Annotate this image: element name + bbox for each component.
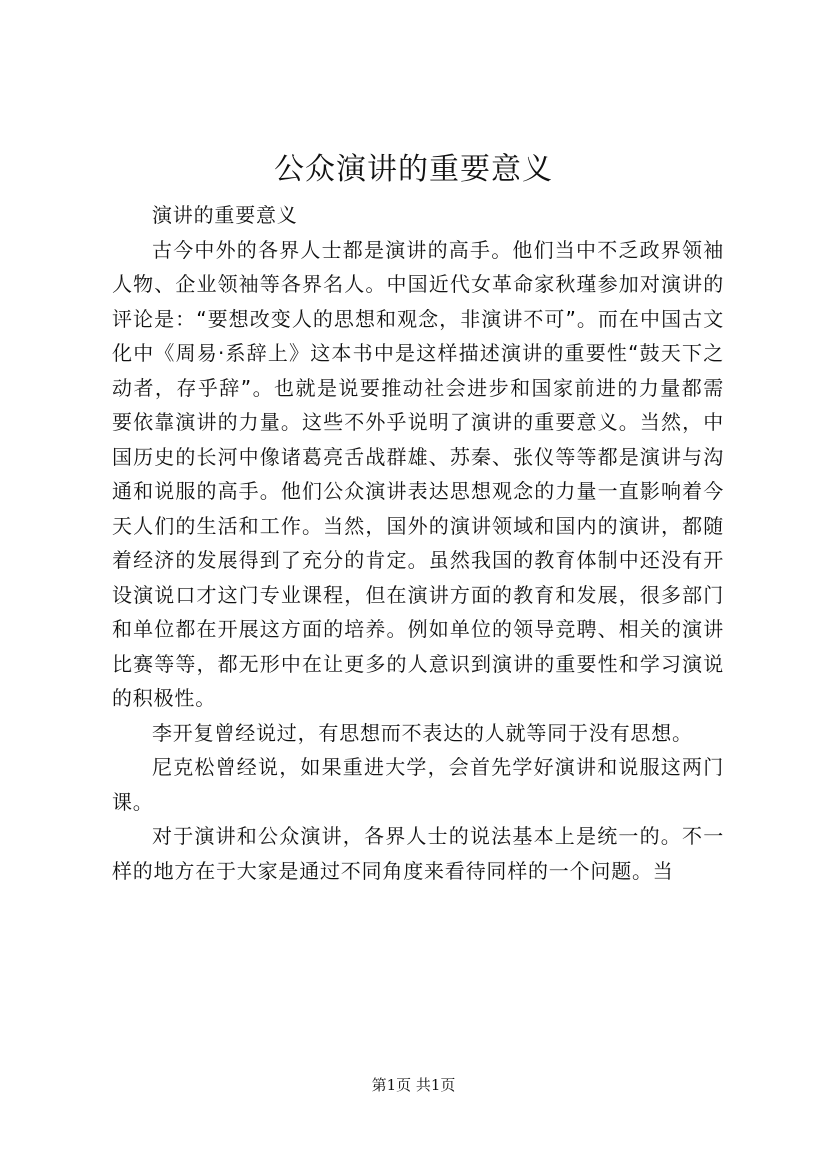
document-body xyxy=(112,198,724,888)
paragraph-conclusion: 对于演讲和公众演讲，各界人士的说法基本上是统一的。不一样的地方在于大家是通过不同角度来看待同样的一个问题。当 xyxy=(112,824,724,883)
document-title: 公众演讲的重要意义 xyxy=(274,152,553,187)
paragraph-quote-kaifu: 李开复曾经说过，有思想而不表达的人就等同于没有思想。 xyxy=(152,720,693,745)
paragraph-quote-nixon: 尼克松曾经说，如果重进大学，会首先学好演讲和说服这两门课。 xyxy=(112,755,724,814)
page-footer: 第1页 共1页 xyxy=(371,1076,456,1094)
paragraph-subtitle: 演讲的重要意义 xyxy=(152,203,298,227)
paragraph-main: 古今中外的各界人士都是演讲的高手。他们当中不乏政界领袖人物、企业领袖等各界名人。中国近代女革命家秋瑾参加对演讲的评论是：“要想改变人的思想和观念，非演讲不可”。而在中国古文化中《周易·系辞上》这本书中是这样描述演讲的重要性“鼓天下之动者，存乎辞”。也就是说要推动社会进步和国家前进的力量都需要依靠演讲的力量。这些不外乎说明了演讲的重要意义。当然，中国历史的长河中像诸葛亮舌战群雄、苏秦、张仪等等都是演讲与沟通和说服的高手。他们公众演讲表达思想观念的力量一直影响着今天人们的生活和工作。当然，国外的演讲领域和国内的演讲，都随着经济的发展得到了充分的肯定。虽然我国的教育体制中还没有开设演说口才这门专业课程，但在演讲方面的教育和发展，很多部门和单位都在开展这方面的培养。例如单位的领导竞聘、相关的演讲比赛等等，都无形中在让更多的人意识到演讲的重要性和学习演说的积极性。 xyxy=(112,237,724,710)
